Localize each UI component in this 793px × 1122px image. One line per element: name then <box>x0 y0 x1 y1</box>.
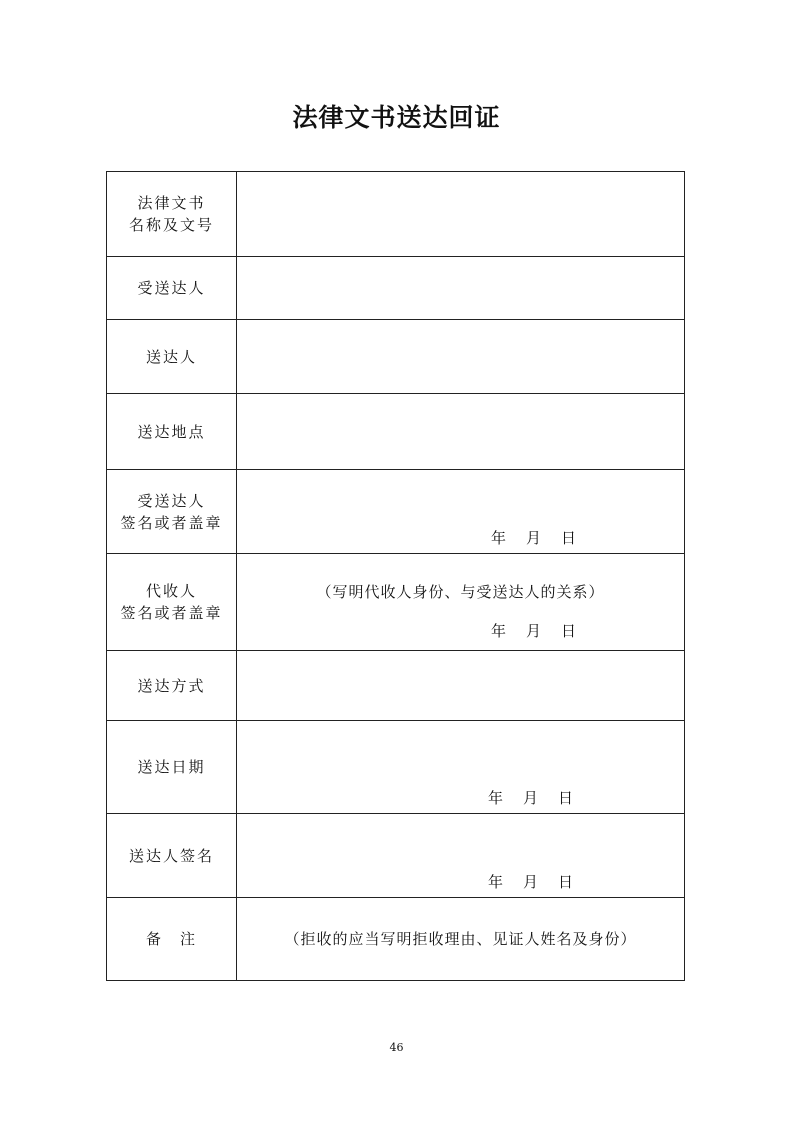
row-server <box>107 320 685 394</box>
field-service-method[interactable] <box>237 651 685 721</box>
label-line: 送达人签名 <box>128 846 214 865</box>
label-proxy-signature <box>107 554 237 651</box>
label-line: 送达人 <box>145 347 197 366</box>
proxy-note: （写明代收人身份、与受送达人的关系） <box>316 583 605 601</box>
page-number: 46 <box>389 1041 404 1054</box>
date-line <box>491 622 576 640</box>
label-service-location <box>107 394 237 470</box>
field-service-location[interactable] <box>237 394 685 470</box>
month-label: 月 <box>523 789 539 807</box>
day-label: 日 <box>558 873 574 891</box>
row-server-signature <box>107 814 685 898</box>
field-recipient[interactable] <box>237 257 685 320</box>
field-proxy-signature[interactable] <box>237 554 685 651</box>
label-document-name <box>107 172 237 257</box>
date-line <box>491 529 576 547</box>
field-recipient-signature[interactable] <box>237 470 685 554</box>
row-service-date <box>107 721 685 814</box>
field-document-name[interactable] <box>237 172 685 257</box>
label-line: 送达日期 <box>137 758 206 776</box>
label-line: 代收人 <box>145 582 197 600</box>
month-label: 月 <box>526 622 542 640</box>
month-label: 月 <box>526 529 542 547</box>
page-title: 法律文书送达回证 <box>292 103 501 132</box>
label-service-method <box>107 651 237 721</box>
day-label: 日 <box>558 789 574 807</box>
row-service-method <box>107 651 685 721</box>
date-line <box>488 873 573 891</box>
month-label: 月 <box>523 873 539 891</box>
day-label: 日 <box>561 622 577 640</box>
label-line: 送达地点 <box>137 422 206 441</box>
row-recipient <box>107 257 685 320</box>
row-proxy-signature <box>107 554 685 651</box>
row-recipient-signature <box>107 470 685 554</box>
year-label: 年 <box>488 873 504 891</box>
year-label: 年 <box>491 529 507 547</box>
field-service-date[interactable] <box>237 721 685 814</box>
label-recipient-signature <box>107 470 237 554</box>
label-line: 送达方式 <box>137 676 206 695</box>
row-service-location <box>107 394 685 470</box>
label-line: 备 注 <box>145 930 197 948</box>
date-line <box>488 789 573 807</box>
label-line: 签名或者盖章 <box>120 604 223 622</box>
field-server[interactable] <box>237 320 685 394</box>
remarks-note: （拒收的应当写明拒收理由、见证人姓名及身份） <box>284 930 637 948</box>
label-line: 受送达人 <box>137 491 206 510</box>
label-remarks <box>107 898 237 981</box>
label-server-signature <box>107 814 237 898</box>
label-recipient <box>107 257 237 320</box>
service-receipt-form <box>106 171 685 981</box>
label-line: 受送达人 <box>137 279 206 297</box>
row-document-name <box>107 172 685 257</box>
year-label: 年 <box>488 789 504 807</box>
row-remarks <box>107 898 685 981</box>
year-label: 年 <box>491 622 507 640</box>
field-remarks[interactable] <box>237 898 685 981</box>
day-label: 日 <box>561 529 577 547</box>
label-server <box>107 320 237 394</box>
label-service-date <box>107 721 237 814</box>
label-line: 签名或者盖章 <box>120 513 223 532</box>
label-line: 法律文书 <box>137 194 206 212</box>
field-server-signature[interactable] <box>237 814 685 898</box>
label-line: 名称及文号 <box>128 216 214 234</box>
